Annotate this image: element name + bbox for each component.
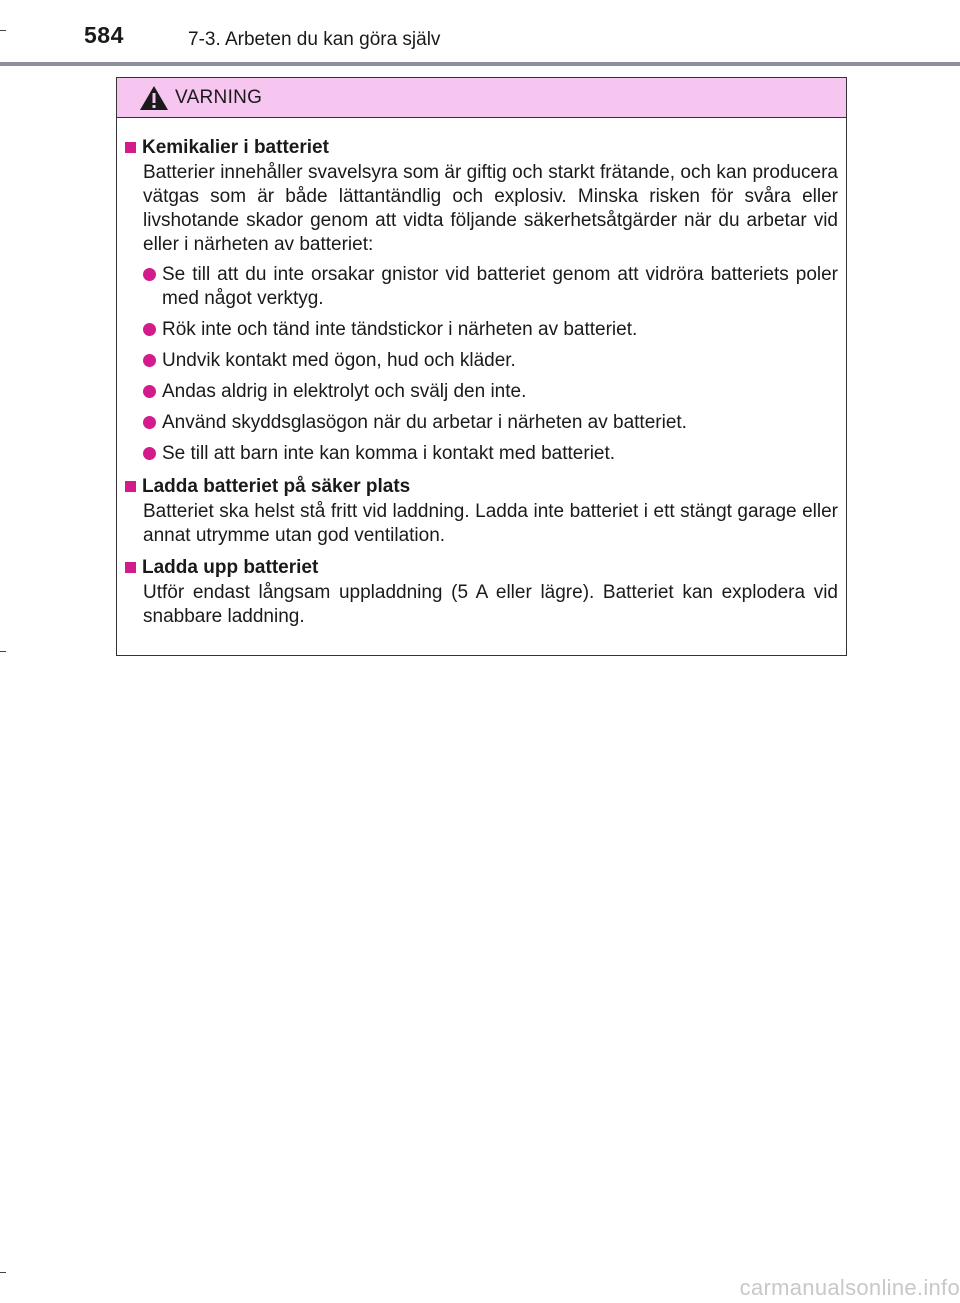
section-heading-text: Kemikalier i batteriet bbox=[142, 137, 329, 158]
warning-section bbox=[125, 134, 838, 466]
warning-box bbox=[116, 77, 847, 656]
header-rule bbox=[0, 62, 960, 66]
list-item-text: Undvik kontakt med ögon, hud och kläder. bbox=[162, 350, 516, 371]
list-item-text: Andas aldrig in elektrolyt och svälj den inte. bbox=[162, 381, 527, 402]
section-heading bbox=[125, 554, 838, 581]
section-heading-text: Ladda upp batteriet bbox=[142, 557, 319, 578]
list-item-text: Se till att barn inte kan komma i kontakt med batteriet. bbox=[162, 443, 616, 464]
section-title: 7-3. Arbeten du kan göra själv bbox=[188, 29, 441, 50]
crop-mark bbox=[0, 1272, 6, 1273]
crop-mark bbox=[0, 30, 6, 31]
circle-bullet-icon bbox=[143, 323, 156, 336]
warning-body bbox=[117, 118, 846, 629]
list-item bbox=[143, 318, 838, 342]
list-item bbox=[143, 380, 838, 404]
circle-bullet-icon bbox=[143, 416, 156, 429]
list-item bbox=[143, 442, 838, 466]
circle-bullet-icon bbox=[143, 354, 156, 367]
warning-section bbox=[125, 554, 838, 629]
square-bullet-icon bbox=[125, 481, 136, 492]
list-item-text: Använd skyddsglasögon när du arbetar i närheten av batteriet. bbox=[162, 412, 687, 433]
section-heading-text: Ladda batteriet på säker plats bbox=[142, 476, 411, 497]
warning-label: VARNING bbox=[175, 86, 263, 108]
bullet-list bbox=[125, 263, 838, 466]
crop-mark bbox=[0, 651, 6, 652]
section-paragraph: Batterier innehåller svavelsyra som är giftig och starkt frätande, och kan producera vätgas som är både lättantändlig och explosiv. Minska risken för svåra eller livshotande skador genom att vidta följande säkerhetsåtgärder när du arbetar vid eller i närheten av batteriet: bbox=[143, 162, 838, 255]
page-number: 584 bbox=[84, 22, 124, 48]
warning-section bbox=[125, 473, 838, 548]
warning-triangle-icon bbox=[139, 85, 169, 111]
list-item bbox=[143, 263, 838, 311]
section-paragraph: Utför endast långsam uppladdning (5 A eller lägre). Batteriet kan explodera vid snabbare laddning. bbox=[143, 582, 838, 627]
footer-watermark: carmanualsonline.info bbox=[739, 1275, 960, 1300]
section-heading bbox=[125, 473, 838, 500]
warning-header bbox=[117, 78, 846, 118]
list-item bbox=[143, 411, 838, 435]
square-bullet-icon bbox=[125, 562, 136, 573]
list-item bbox=[143, 349, 838, 373]
circle-bullet-icon bbox=[143, 385, 156, 398]
circle-bullet-icon bbox=[143, 268, 156, 281]
circle-bullet-icon bbox=[143, 447, 156, 460]
section-heading bbox=[125, 134, 838, 161]
section-paragraph: Batteriet ska helst stå fritt vid laddning. Ladda inte batteriet i ett stängt garage eller annat utrymme utan god ventilation. bbox=[143, 501, 838, 546]
square-bullet-icon bbox=[125, 142, 136, 153]
list-item-text: Se till att du inte orsakar gnistor vid batteriet genom att vidröra batteriets poler med något verktyg. bbox=[162, 264, 838, 309]
list-item-text: Rök inte och tänd inte tändstickor i närheten av batteriet. bbox=[162, 319, 638, 340]
